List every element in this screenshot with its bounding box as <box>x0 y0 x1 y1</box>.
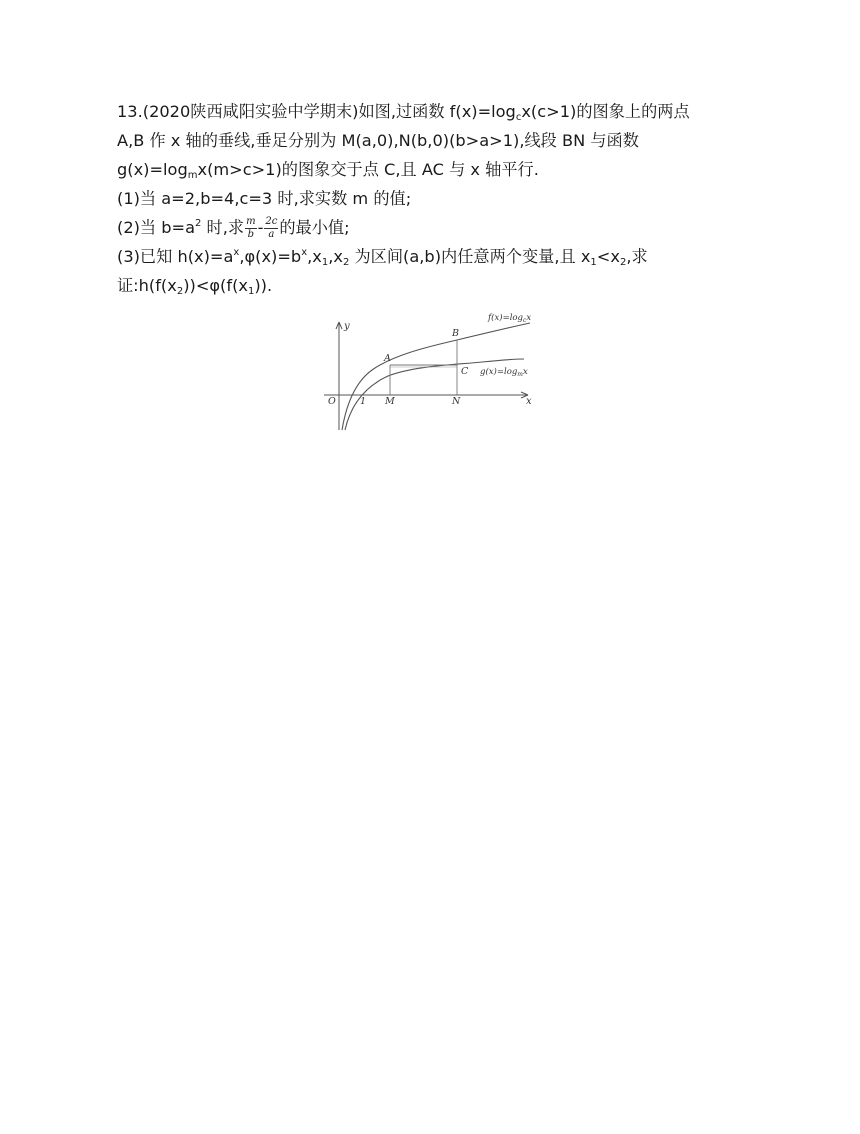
log-graph-figure <box>322 308 542 432</box>
fraction-2c-over-a <box>264 216 278 241</box>
label-y: y <box>344 321 350 332</box>
problem-line-2: A,B 作 x 轴的垂线,垂足分别为 M(a,0),N(b,0)(b>a>1),线段 BN 与函数 <box>117 131 639 150</box>
label-f-function <box>487 312 531 324</box>
question-3 <box>117 242 757 271</box>
f-label-sub: c <box>522 317 527 324</box>
problem-number: 13. <box>117 102 143 121</box>
q2-text-3: 的最小值; <box>279 218 350 237</box>
exponent-x: x <box>301 247 308 258</box>
function-f-text: 如图,过函数 f(x)=log <box>358 102 516 121</box>
subscript-2: 2 <box>176 286 184 297</box>
fraction-denominator: a <box>268 229 275 240</box>
q3-text-3: ,x <box>307 247 322 266</box>
q2-exponent: 2 <box>195 218 202 229</box>
question-2 <box>117 213 757 242</box>
q3-text-2: ,φ(x)=b <box>239 247 302 266</box>
q3-line2-text-2: ))<φ(f(x <box>183 276 248 295</box>
fraction-m-over-b <box>245 216 256 241</box>
q3-text-1: (3)已知 h(x)=a <box>117 247 234 266</box>
label-x: x <box>526 396 532 407</box>
label-C: C <box>461 366 469 377</box>
q3-text-7: ,求 <box>626 247 648 266</box>
label-one: 1 <box>360 396 367 407</box>
fraction-numerator: 2c <box>265 216 278 227</box>
f-label-tail: x <box>526 313 532 323</box>
log-base-m: m <box>187 170 198 181</box>
subscript-2: 2 <box>342 257 350 268</box>
problem-line-3-tail: x(m>c>1)的图象交于点 C,且 AC 与 x 轴平行. <box>197 160 539 179</box>
question-3-line-2 <box>117 271 757 300</box>
problem-line-1 <box>117 97 757 126</box>
label-N: N <box>452 396 461 407</box>
q3-line2-text-3: )). <box>254 276 273 295</box>
label-g-function <box>480 366 528 378</box>
q3-line2-text-1: 证:h(f(x <box>117 276 177 295</box>
subscript-1: 1 <box>247 286 255 297</box>
g-label-tail: x <box>522 367 528 377</box>
problem-13 <box>117 97 757 300</box>
q2-text-1: (2)当 b=a <box>117 218 196 237</box>
problem-source: (2020陕西咸阳实验中学期末) <box>142 102 359 121</box>
label-B: B <box>452 328 459 339</box>
function-g-text: g(x)=log <box>117 160 188 179</box>
subscript-1: 1 <box>321 257 329 268</box>
g-label-text: g(x)=log <box>480 367 518 377</box>
exponent-x: x <box>233 247 240 258</box>
label-M: M <box>385 396 395 407</box>
q2-text-2: 时,求 <box>201 218 245 237</box>
f-label-text: f(x)=log <box>488 313 523 323</box>
subscript-1: 1 <box>590 257 597 268</box>
fraction-denominator: b <box>247 229 255 240</box>
log-base-c: c <box>515 112 522 123</box>
label-origin: O <box>328 396 336 407</box>
q3-text-5: 为区间(a,b)内任意两个变量,且 x <box>349 247 591 266</box>
q3-text-4: ,x <box>328 247 343 266</box>
subscript-2: 2 <box>619 257 627 268</box>
g-label-sub: m <box>517 371 523 378</box>
label-A: A <box>384 353 391 364</box>
problem-line-3 <box>117 155 757 184</box>
minus-sign: - <box>257 218 264 237</box>
fraction-numerator: m <box>246 216 256 227</box>
question-1: (1)当 a=2,b=4,c=3 时,求实数 m 的值; <box>117 189 412 208</box>
problem-line-1-tail: x(c>1)的图象上的两点 <box>521 102 690 121</box>
q3-text-6: <x <box>596 247 620 266</box>
